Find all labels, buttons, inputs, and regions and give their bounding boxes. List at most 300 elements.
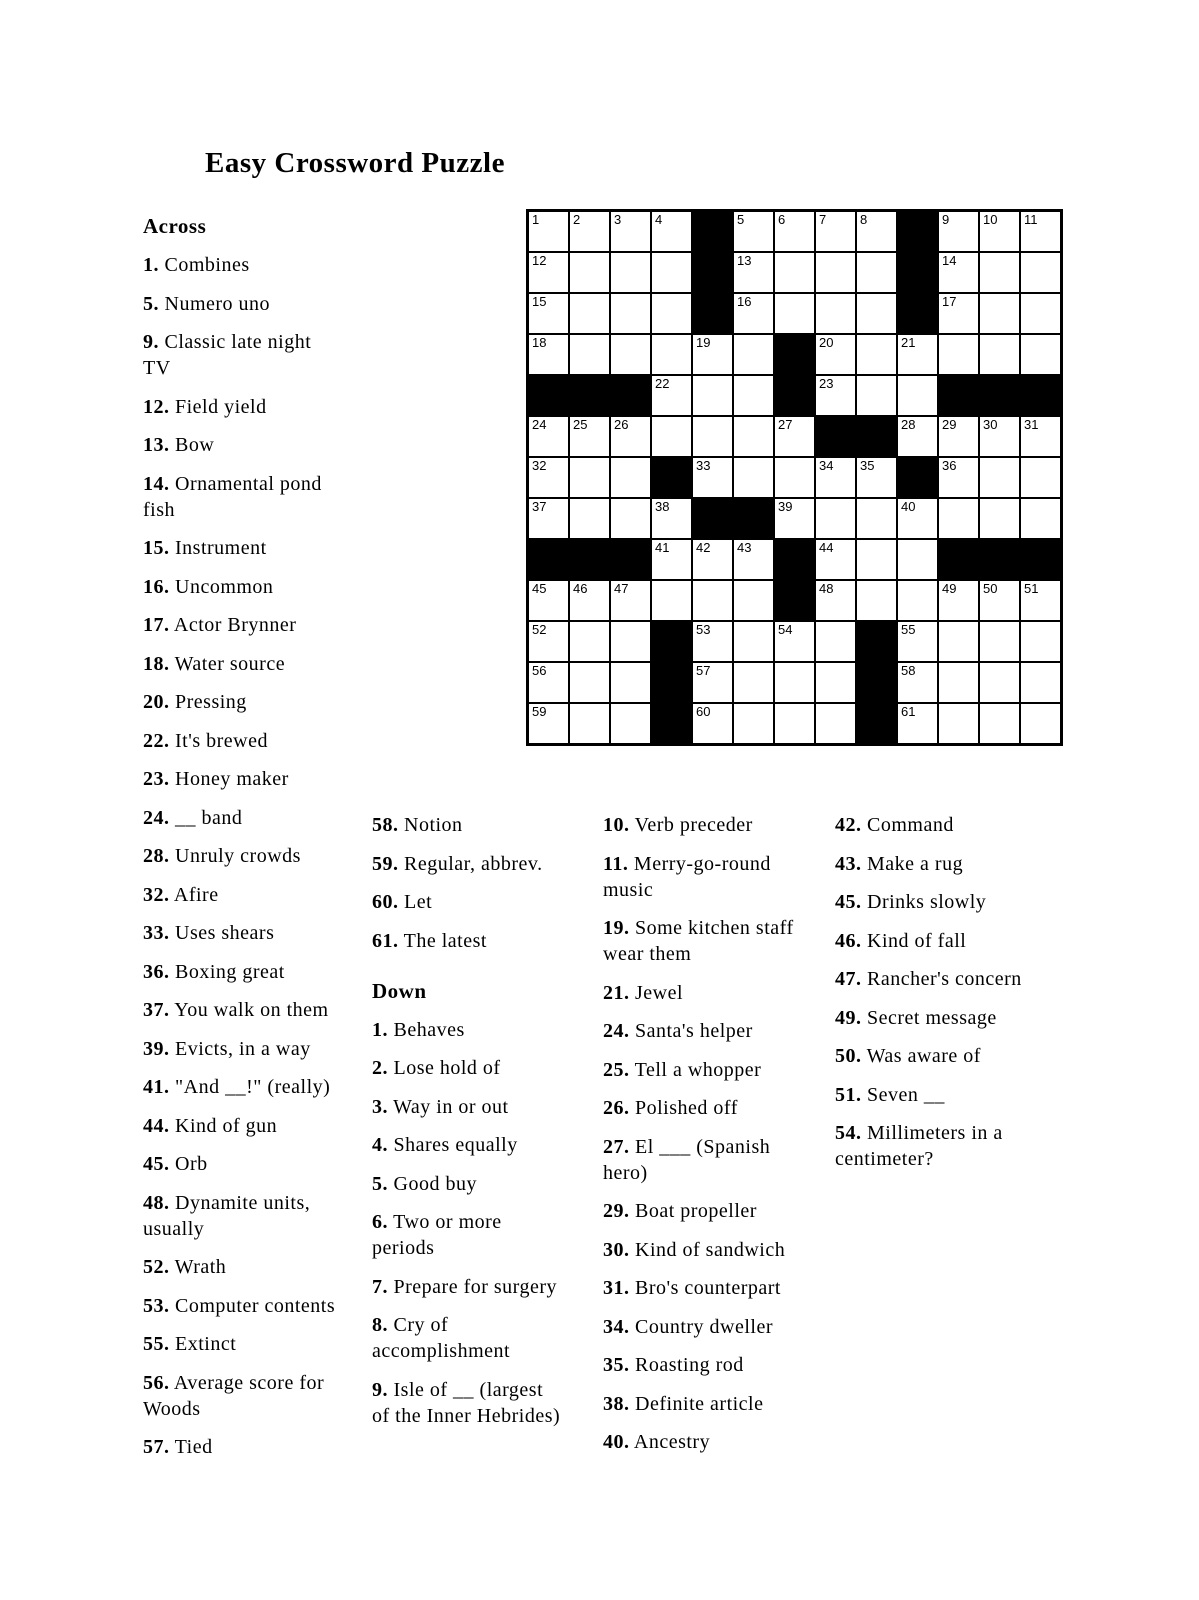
grid-cell-r2c7 (775, 253, 814, 292)
grid-cell-r4c3 (611, 335, 650, 374)
grid-cell-r4c8 (816, 335, 855, 374)
clue-number: 52. (143, 1256, 170, 1278)
cell-number-57: 57 (696, 663, 711, 678)
cell-number-13: 13 (737, 253, 752, 268)
clue-number: 29. (603, 1200, 630, 1222)
grid-cell-r10c5 (693, 581, 732, 620)
grid-cell-r4c5 (693, 335, 732, 374)
down-clue-21: 21. Jewel (603, 981, 684, 1004)
clue-number: 26. (603, 1097, 630, 1119)
grid-cell-r8c2 (570, 499, 609, 538)
down-clue-19: 19. Some kitchen staff wear them (603, 917, 794, 965)
clue-number: 8. (372, 1314, 388, 1336)
down-clue-list-part-1 (372, 1017, 562, 1429)
grid-black-cell-r6c9 (857, 417, 896, 456)
grid-black-cell-r3c10 (898, 294, 937, 333)
clue-number: 24. (143, 806, 170, 829)
across-clue-1: 1. Combines (143, 254, 250, 276)
clue-number: 6. (372, 1211, 388, 1233)
cell-number-61: 61 (901, 704, 916, 719)
clue-number: 43. (835, 852, 862, 875)
grid-cell-r4c9 (857, 335, 896, 374)
cell-number-5: 5 (737, 212, 745, 227)
cell-number-35: 35 (860, 458, 875, 473)
grid-cell-r5c5 (693, 376, 732, 415)
clue-number: 25. (603, 1058, 630, 1081)
clue-number: 59. (372, 852, 399, 875)
grid-cell-r5c4 (652, 376, 691, 415)
grid-black-cell-r9c2 (570, 540, 609, 579)
grid-cell-r6c5 (693, 417, 732, 456)
grid-black-cell-r5c1 (529, 376, 568, 415)
clue-number: 48. (143, 1191, 170, 1214)
cell-number-4: 4 (655, 212, 663, 227)
clue-number: 13. (143, 434, 170, 456)
down-clue-30: 30. Kind of sandwich (603, 1238, 786, 1261)
cell-number-21: 21 (901, 335, 916, 350)
grid-cell-r2c13 (1021, 253, 1060, 292)
down-clue-31: 31. Bro's counterpart (603, 1277, 781, 1299)
grid-cell-r10c9 (857, 581, 896, 620)
cell-number-45: 45 (532, 581, 547, 596)
grid-cell-r2c12 (980, 253, 1019, 292)
grid-cell-r10c11 (939, 581, 978, 620)
cell-number-36: 36 (942, 458, 957, 473)
clue-number: 12. (143, 395, 170, 418)
cell-number-15: 15 (532, 294, 547, 309)
cell-number-50: 50 (983, 581, 998, 596)
cell-number-28: 28 (901, 417, 916, 432)
cell-number-24: 24 (532, 417, 547, 432)
down-clue-10: 10. Verb preceder (603, 814, 753, 836)
grid-cell-r13c13 (1021, 704, 1060, 743)
down-clue-49: 49. Secret message (835, 1006, 997, 1029)
clue-number: 45. (143, 1153, 170, 1175)
grid-black-cell-r1c5 (693, 212, 732, 251)
grid-cell-r9c4 (652, 540, 691, 579)
cell-number-14: 14 (942, 253, 957, 268)
grid-black-cell-r5c12 (980, 376, 1019, 415)
grid-cell-r13c6 (734, 704, 773, 743)
cell-number-31: 31 (1024, 417, 1039, 432)
grid-black-cell-r5c3 (611, 376, 650, 415)
grid-cell-r12c8 (816, 663, 855, 702)
grid-black-cell-r8c6 (734, 499, 773, 538)
grid-cell-r3c4 (652, 294, 691, 333)
down-clue-8: 8. Cry of accomplishment (372, 1314, 511, 1362)
grid-cell-r13c12 (980, 704, 1019, 743)
cell-number-38: 38 (655, 499, 670, 514)
grid-cell-r13c3 (611, 704, 650, 743)
down-clue-47: 47. Rancher's concern (835, 968, 1022, 990)
grid-cell-r13c2 (570, 704, 609, 743)
down-clue-43: 43. Make a rug (835, 852, 964, 875)
grid-cell-r11c5 (693, 622, 732, 661)
grid-cell-r8c3 (611, 499, 650, 538)
clue-number: 49. (835, 1006, 862, 1029)
grid-black-cell-r5c2 (570, 376, 609, 415)
clue-number: 38. (603, 1392, 630, 1415)
grid-cell-r8c4 (652, 499, 691, 538)
across-clue-14: 14. Ornamental pond fish (143, 472, 322, 521)
grid-cell-r9c5 (693, 540, 732, 579)
cell-number-59: 59 (532, 704, 547, 719)
grid-cell-r13c7 (775, 704, 814, 743)
cell-number-18: 18 (532, 335, 547, 350)
clue-number: 14. (143, 472, 170, 495)
grid-cell-r11c3 (611, 622, 650, 661)
down-clue-35: 35. Roasting rod (603, 1354, 744, 1376)
grid-cell-r3c13 (1021, 294, 1060, 333)
grid-black-cell-r9c1 (529, 540, 568, 579)
across-clue-24: 24. __ band (143, 806, 243, 829)
grid-cell-r12c6 (734, 663, 773, 702)
grid-cell-r2c4 (652, 253, 691, 292)
down-clue-list-part-2 (603, 812, 803, 1455)
across-clue-32: 32. Afire (143, 883, 219, 906)
grid-cell-r4c13 (1021, 335, 1060, 374)
across-clue-57: 57. Tied (143, 1436, 213, 1458)
grid-cell-r11c6 (734, 622, 773, 661)
clue-number: 19. (603, 917, 630, 939)
down-clue-24: 24. Santa's helper (603, 1020, 753, 1042)
clue-number: 61. (372, 929, 399, 952)
clue-number: 21. (603, 981, 630, 1004)
down-clue-40: 40. Ancestry (603, 1431, 711, 1453)
cell-number-40: 40 (901, 499, 916, 514)
down-header: Down (372, 978, 427, 1003)
grid-cell-r10c8 (816, 581, 855, 620)
down-clue-38: 38. Definite article (603, 1392, 764, 1415)
clues-column-4 (835, 812, 1029, 1185)
down-clue-46: 46. Kind of fall (835, 929, 967, 952)
across-clue-12: 12. Field yield (143, 395, 267, 418)
clue-number: 45. (835, 891, 862, 913)
grid-cell-r4c11 (939, 335, 978, 374)
grid-cell-r10c3 (611, 581, 650, 620)
grid-cell-r8c1 (529, 499, 568, 538)
grid-cell-r7c6 (734, 458, 773, 497)
grid-cell-r9c9 (857, 540, 896, 579)
grid-cell-r6c6 (734, 417, 773, 456)
across-clue-45: 45. Orb (143, 1153, 208, 1175)
grid-cell-r7c13 (1021, 458, 1060, 497)
clue-number: 27. (603, 1135, 630, 1158)
cell-number-48: 48 (819, 581, 834, 596)
clue-number: 54. (835, 1122, 862, 1144)
cell-number-12: 12 (532, 253, 547, 268)
across-clue-23: 23. Honey maker (143, 768, 289, 790)
cell-number-27: 27 (778, 417, 793, 432)
clue-number: 2. (372, 1057, 388, 1079)
grid-cell-r12c1 (529, 663, 568, 702)
across-clue-59: 59. Regular, abbrev. (372, 852, 543, 875)
cell-number-8: 8 (860, 212, 868, 227)
grid-cell-r7c8 (816, 458, 855, 497)
grid-cell-r2c3 (611, 253, 650, 292)
across-clue-36: 36. Boxing great (143, 960, 285, 983)
grid-black-cell-r7c10 (898, 458, 937, 497)
grid-cell-r5c8 (816, 376, 855, 415)
clue-number: 9. (372, 1378, 388, 1401)
grid-cell-r3c9 (857, 294, 896, 333)
grid-cell-r7c7 (775, 458, 814, 497)
grid-black-cell-r9c11 (939, 540, 978, 579)
cell-number-17: 17 (942, 294, 957, 309)
grid-cell-r1c11 (939, 212, 978, 251)
grid-cell-r7c3 (611, 458, 650, 497)
across-clue-33: 33. Uses shears (143, 922, 275, 944)
grid-black-cell-r10c7 (775, 581, 814, 620)
grid-cell-r1c1 (529, 212, 568, 251)
grid-cell-r10c1 (529, 581, 568, 620)
grid-cell-r3c8 (816, 294, 855, 333)
clue-number: 4. (372, 1134, 388, 1156)
grid-cell-r10c12 (980, 581, 1019, 620)
grid-cell-r11c11 (939, 622, 978, 661)
cell-number-10: 10 (983, 212, 998, 227)
crossword-grid (526, 209, 1063, 746)
down-clue-45: 45. Drinks slowly (835, 891, 987, 913)
clue-number: 33. (143, 922, 170, 944)
across-clue-37: 37. You walk on them (143, 999, 329, 1021)
grid-black-cell-r9c12 (980, 540, 1019, 579)
grid-cell-r2c11 (939, 253, 978, 292)
grid-cell-r2c1 (529, 253, 568, 292)
cell-number-42: 42 (696, 540, 711, 555)
clue-number: 20. (143, 691, 170, 713)
grid-black-cell-r6c8 (816, 417, 855, 456)
down-clue-4: 4. Shares equally (372, 1134, 518, 1156)
across-clue-52: 52. Wrath (143, 1256, 227, 1278)
grid-cell-r6c10 (898, 417, 937, 456)
cell-number-19: 19 (696, 335, 711, 350)
down-clue-1: 1. Behaves (372, 1018, 465, 1041)
across-clue-61: 61. The latest (372, 929, 487, 952)
grid-cell-r7c11 (939, 458, 978, 497)
grid-black-cell-r9c13 (1021, 540, 1060, 579)
cell-number-51: 51 (1024, 581, 1039, 596)
clue-number: 57. (143, 1436, 170, 1458)
grid-cell-r8c11 (939, 499, 978, 538)
down-clue-25: 25. Tell a whopper (603, 1058, 762, 1081)
down-clue-42: 42. Command (835, 814, 954, 836)
clue-number: 24. (603, 1020, 630, 1042)
clue-number: 22. (143, 729, 170, 752)
cell-number-16: 16 (737, 294, 752, 309)
grid-cell-r12c2 (570, 663, 609, 702)
grid-cell-r11c8 (816, 622, 855, 661)
grid-cell-r3c7 (775, 294, 814, 333)
across-header: Across (143, 214, 207, 238)
grid-cell-r1c7 (775, 212, 814, 251)
grid-cell-r3c1 (529, 294, 568, 333)
grid-cell-r1c6 (734, 212, 773, 251)
grid-cell-r8c10 (898, 499, 937, 538)
grid-cell-r10c2 (570, 581, 609, 620)
grid-black-cell-r11c9 (857, 622, 896, 661)
grid-cell-r10c4 (652, 581, 691, 620)
grid-cell-r8c9 (857, 499, 896, 538)
across-clues-column (143, 213, 339, 1473)
clue-number: 32. (143, 883, 170, 906)
cell-number-25: 25 (573, 417, 588, 432)
grid-black-cell-r13c4 (652, 704, 691, 743)
grid-cell-r12c5 (693, 663, 732, 702)
clue-number: 17. (143, 614, 170, 636)
grid-cell-r12c3 (611, 663, 650, 702)
cell-number-58: 58 (901, 663, 916, 678)
across-clue-15: 15. Instrument (143, 537, 267, 559)
grid-cell-r6c2 (570, 417, 609, 456)
page-title: Easy Crossword Puzzle (205, 147, 505, 179)
cell-number-33: 33 (696, 458, 711, 473)
grid-cell-r2c6 (734, 253, 773, 292)
clue-number: 39. (143, 1037, 170, 1060)
grid-cell-r7c5 (693, 458, 732, 497)
grid-cell-r12c10 (898, 663, 937, 702)
across-clue-list-part-1 (143, 252, 339, 1460)
cell-number-30: 30 (983, 417, 998, 432)
grid-cell-r1c4 (652, 212, 691, 251)
grid-cell-r8c12 (980, 499, 1019, 538)
down-clue-7: 7. Prepare for surgery (372, 1275, 558, 1298)
clue-number: 11. (603, 852, 629, 875)
across-clue-48: 48. Dynamite units, usually (143, 1191, 311, 1240)
clue-number: 47. (835, 968, 862, 990)
grid-cell-r1c8 (816, 212, 855, 251)
grid-cell-r9c10 (898, 540, 937, 579)
cell-number-41: 41 (655, 540, 670, 555)
cell-number-3: 3 (614, 212, 622, 227)
grid-cell-r3c12 (980, 294, 1019, 333)
grid-cell-r7c1 (529, 458, 568, 497)
across-clue-17: 17. Actor Brynner (143, 614, 297, 636)
clue-number: 5. (372, 1172, 388, 1195)
grid-black-cell-r1c10 (898, 212, 937, 251)
grid-black-cell-r9c3 (611, 540, 650, 579)
grid-cell-r4c12 (980, 335, 1019, 374)
across-clue-20: 20. Pressing (143, 691, 247, 713)
down-clue-5: 5. Good buy (372, 1172, 477, 1195)
clue-number: 51. (835, 1083, 862, 1106)
grid-cell-r10c13 (1021, 581, 1060, 620)
cell-number-46: 46 (573, 581, 588, 596)
cell-number-44: 44 (819, 540, 834, 555)
grid-black-cell-r7c4 (652, 458, 691, 497)
clue-number: 35. (603, 1354, 630, 1376)
clue-number: 36. (143, 960, 170, 983)
grid-cell-r12c12 (980, 663, 1019, 702)
down-clue-54: 54. Millimeters in a centimeter? (835, 1122, 1003, 1170)
down-clue-list-part-3 (835, 812, 1029, 1172)
grid-cell-r13c1 (529, 704, 568, 743)
cell-number-32: 32 (532, 458, 547, 473)
clue-number: 7. (372, 1275, 388, 1298)
clue-number: 34. (603, 1315, 630, 1338)
grid-cell-r13c5 (693, 704, 732, 743)
grid-cell-r1c9 (857, 212, 896, 251)
grid-cell-r2c8 (816, 253, 855, 292)
clue-number: 46. (835, 929, 862, 952)
cell-number-43: 43 (737, 540, 752, 555)
across-clue-55: 55. Extinct (143, 1333, 237, 1355)
down-clue-29: 29. Boat propeller (603, 1200, 757, 1222)
clue-number: 5. (143, 292, 159, 315)
grid-cell-r6c11 (939, 417, 978, 456)
clue-number: 41. (143, 1076, 170, 1098)
grid-black-cell-r5c7 (775, 376, 814, 415)
across-clue-22: 22. It's brewed (143, 729, 268, 752)
clue-number: 42. (835, 814, 862, 836)
cell-number-49: 49 (942, 581, 957, 596)
grid-cell-r11c1 (529, 622, 568, 661)
grid-cell-r8c8 (816, 499, 855, 538)
grid-black-cell-r8c5 (693, 499, 732, 538)
clue-number: 16. (143, 575, 170, 598)
grid-black-cell-r2c10 (898, 253, 937, 292)
grid-black-cell-r2c5 (693, 253, 732, 292)
grid-cell-r12c7 (775, 663, 814, 702)
across-clue-16: 16. Uncommon (143, 575, 274, 598)
down-clue-2: 2. Lose hold of (372, 1057, 501, 1079)
clue-number: 30. (603, 1238, 630, 1261)
cell-number-23: 23 (819, 376, 834, 391)
clue-number: 3. (372, 1095, 388, 1118)
across-clue-44: 44. Kind of gun (143, 1114, 278, 1137)
grid-cell-r7c12 (980, 458, 1019, 497)
grid-black-cell-r11c4 (652, 622, 691, 661)
grid-cell-r6c13 (1021, 417, 1060, 456)
grid-black-cell-r12c4 (652, 663, 691, 702)
down-clue-3: 3. Way in or out (372, 1095, 509, 1118)
grid-cell-r10c10 (898, 581, 937, 620)
across-clue-18: 18. Water source (143, 652, 286, 675)
down-clue-50: 50. Was aware of (835, 1045, 981, 1067)
grid-cell-r3c3 (611, 294, 650, 333)
down-clue-9: 9. Isle of __ (largest of the Inner Hebrides) (372, 1378, 561, 1427)
grid-cell-r4c6 (734, 335, 773, 374)
grid-black-cell-r9c7 (775, 540, 814, 579)
cell-number-54: 54 (778, 622, 793, 637)
grid-cell-r6c12 (980, 417, 1019, 456)
grid-cell-r4c2 (570, 335, 609, 374)
down-clue-6: 6. Two or more periods (372, 1211, 502, 1259)
cell-number-56: 56 (532, 663, 547, 678)
clues-column-2 (372, 812, 562, 1441)
across-clue-list-part-2 (372, 812, 562, 954)
cell-number-52: 52 (532, 622, 547, 637)
grid-cell-r8c13 (1021, 499, 1060, 538)
cell-number-55: 55 (901, 622, 916, 637)
cell-number-34: 34 (819, 458, 834, 473)
grid-black-cell-r3c5 (693, 294, 732, 333)
cell-number-22: 22 (655, 376, 670, 391)
grid-cell-r3c6 (734, 294, 773, 333)
grid-cell-r4c1 (529, 335, 568, 374)
clue-number: 56. (143, 1371, 170, 1394)
clue-number: 15. (143, 537, 170, 559)
clue-number: 1. (372, 1018, 388, 1041)
clue-number: 44. (143, 1114, 170, 1137)
cell-number-6: 6 (778, 212, 786, 227)
down-clue-11: 11. Merry-go-round music (603, 852, 771, 901)
cell-number-7: 7 (819, 212, 827, 227)
grid-cell-r11c10 (898, 622, 937, 661)
clues-column-3 (603, 812, 803, 1468)
grid-cell-r9c6 (734, 540, 773, 579)
grid-cell-r12c13 (1021, 663, 1060, 702)
